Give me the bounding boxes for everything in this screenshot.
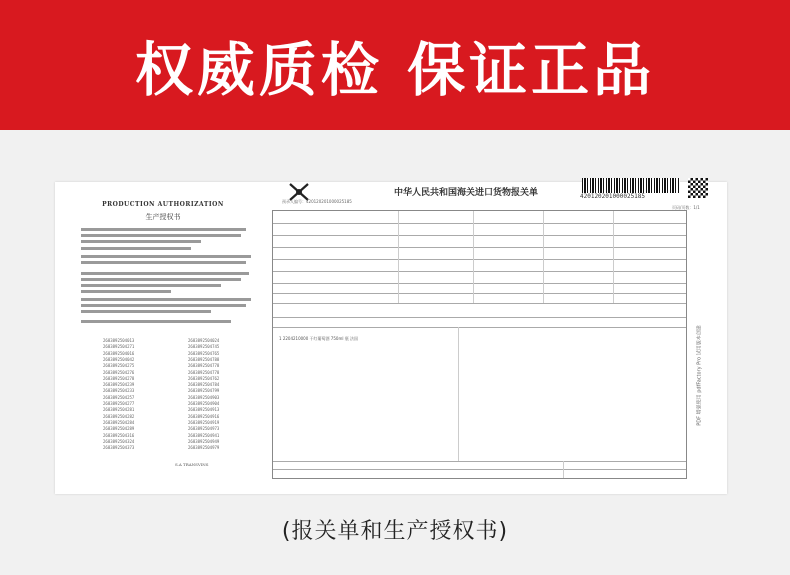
table-rule <box>273 259 686 260</box>
letter-body-line <box>81 272 249 275</box>
barcode-code: 2683892504765 <box>188 350 220 356</box>
code-row <box>103 376 253 382</box>
barcode-code: 2683892504904 <box>188 401 220 406</box>
code-row <box>103 433 253 439</box>
declaration-table <box>272 210 687 479</box>
barcode-code: 2683892504903 <box>188 394 220 400</box>
barcode-code: 2683892504949 <box>188 438 220 444</box>
table-divider <box>398 211 399 303</box>
side-watermark <box>692 274 706 484</box>
letter-body-line <box>81 304 246 307</box>
barcode-code: 2683892504289 <box>103 426 135 432</box>
code-row <box>103 370 253 376</box>
code-row <box>103 363 253 369</box>
barcode-code: 2683892504042 <box>103 356 135 362</box>
table-rule <box>273 317 686 318</box>
letter-body-line <box>81 284 221 287</box>
authorization-title: PRODUCTION AUTHORIZATION <box>102 201 224 208</box>
code-row <box>103 338 253 344</box>
table-divider <box>563 461 564 478</box>
code-row <box>103 357 253 363</box>
barcode-code: 2683892504788 <box>188 356 220 362</box>
goods-row: 1 2204210000 干红葡萄酒 750ml 瓶 法国 <box>279 336 358 341</box>
code-row <box>103 407 253 413</box>
barcode-code: 2683892504024 <box>188 338 220 343</box>
banner-title: 权威质检 保证正品 <box>134 36 656 104</box>
barcode-code: 2683892504913 <box>188 407 220 413</box>
code-row <box>103 445 253 451</box>
table-rule <box>273 303 686 304</box>
barcode-code: 2683892504316 <box>103 432 135 438</box>
table-rule <box>273 223 686 224</box>
table-rule <box>273 235 686 236</box>
barcode-code: 2683892504916 <box>188 413 220 419</box>
production-authorization-letter <box>63 190 263 490</box>
side-watermark-text: PDF 增强使用 pdfFactory Pro 试用版本创建 <box>696 325 703 426</box>
table-divider <box>543 211 544 303</box>
barcode-code: 2683892504278 <box>103 375 135 381</box>
letter-body-line <box>81 320 231 323</box>
barcode-code: 2683892504324 <box>103 438 135 444</box>
table-rule <box>273 271 686 272</box>
customs-declaration <box>272 184 712 490</box>
barcode-code: 2683892504941 <box>188 432 220 438</box>
barcode-code: 2683892504373 <box>103 445 135 451</box>
pre-entry-number: 预录入编号：420120201000025185 <box>282 199 352 204</box>
barcode-code: 2683892504233 <box>103 388 135 394</box>
barcode-code: 2683892504282 <box>103 413 135 419</box>
barcode-code: 2683892504973 <box>188 426 220 432</box>
barcode-code: 2683892504745 <box>188 344 220 350</box>
barcode-code: 2683892504271 <box>103 344 135 350</box>
authorization-signature: S.A TRANSVINS <box>175 462 209 467</box>
barcode-code: 2683892504784 <box>188 382 220 388</box>
letter-body-line <box>81 234 241 237</box>
code-row <box>103 351 253 357</box>
barcode-code: 2683892504239 <box>103 382 135 388</box>
letter-body-line <box>81 310 211 313</box>
barcode-code: 2683892504281 <box>103 407 135 413</box>
letter-body-line <box>81 298 251 301</box>
letter-body-line <box>81 247 191 250</box>
barcode-code: 2683892504799 <box>188 388 220 394</box>
letter-body-line <box>81 228 246 231</box>
letter-body-line <box>81 261 246 264</box>
barcode-code: 2683892504778 <box>188 369 220 375</box>
letter-body-line <box>81 255 251 258</box>
code-row <box>103 439 253 445</box>
table-divider <box>613 211 614 303</box>
customs-title: 中华人民共和国海关进口货物报关单 <box>394 188 539 198</box>
barcode-code: 2683892504276 <box>103 369 135 375</box>
barcode-code: 2683892504013 <box>103 338 135 343</box>
table-rule <box>273 293 686 294</box>
barcode-code: 2683892504919 <box>188 419 220 425</box>
table-rule <box>273 461 686 462</box>
letter-body-line <box>81 240 201 243</box>
barcode-code: 2683892504762 <box>188 375 220 381</box>
barcode-code: 2683892504778 <box>188 363 220 369</box>
page-number: 页码/页数：1/1 <box>672 205 700 210</box>
qr-code-icon <box>688 178 708 198</box>
table-divider <box>458 327 459 461</box>
code-row <box>103 382 253 388</box>
barcode-icon <box>582 178 680 193</box>
code-row <box>103 420 253 426</box>
code-row <box>103 401 253 407</box>
table-rule <box>273 469 686 470</box>
barcode-code: 2683892504275 <box>103 363 135 369</box>
barcode-code: 2683892504016 <box>103 350 135 356</box>
code-row <box>103 426 253 432</box>
barcode-code: 2683892504284 <box>103 419 135 425</box>
barcode-code: 2683892504979 <box>188 445 220 451</box>
barcode-code: 2683892504277 <box>103 401 135 406</box>
barcode-number: 420120201000025185 <box>580 193 646 200</box>
header-banner <box>0 0 790 130</box>
letter-body-line <box>81 290 171 293</box>
code-row <box>103 414 253 420</box>
image-caption: (报关单和生产授权书) <box>281 519 509 544</box>
table-rule <box>273 283 686 284</box>
table-rule <box>273 327 686 328</box>
letter-body-line <box>81 278 241 281</box>
code-row <box>103 388 253 394</box>
table-rule <box>273 247 686 248</box>
authorization-subtitle: 生产授权书 <box>145 213 181 221</box>
code-row <box>103 395 253 401</box>
table-divider <box>473 211 474 303</box>
barcode-code: 2683892504257 <box>103 394 135 400</box>
code-row <box>103 344 253 350</box>
